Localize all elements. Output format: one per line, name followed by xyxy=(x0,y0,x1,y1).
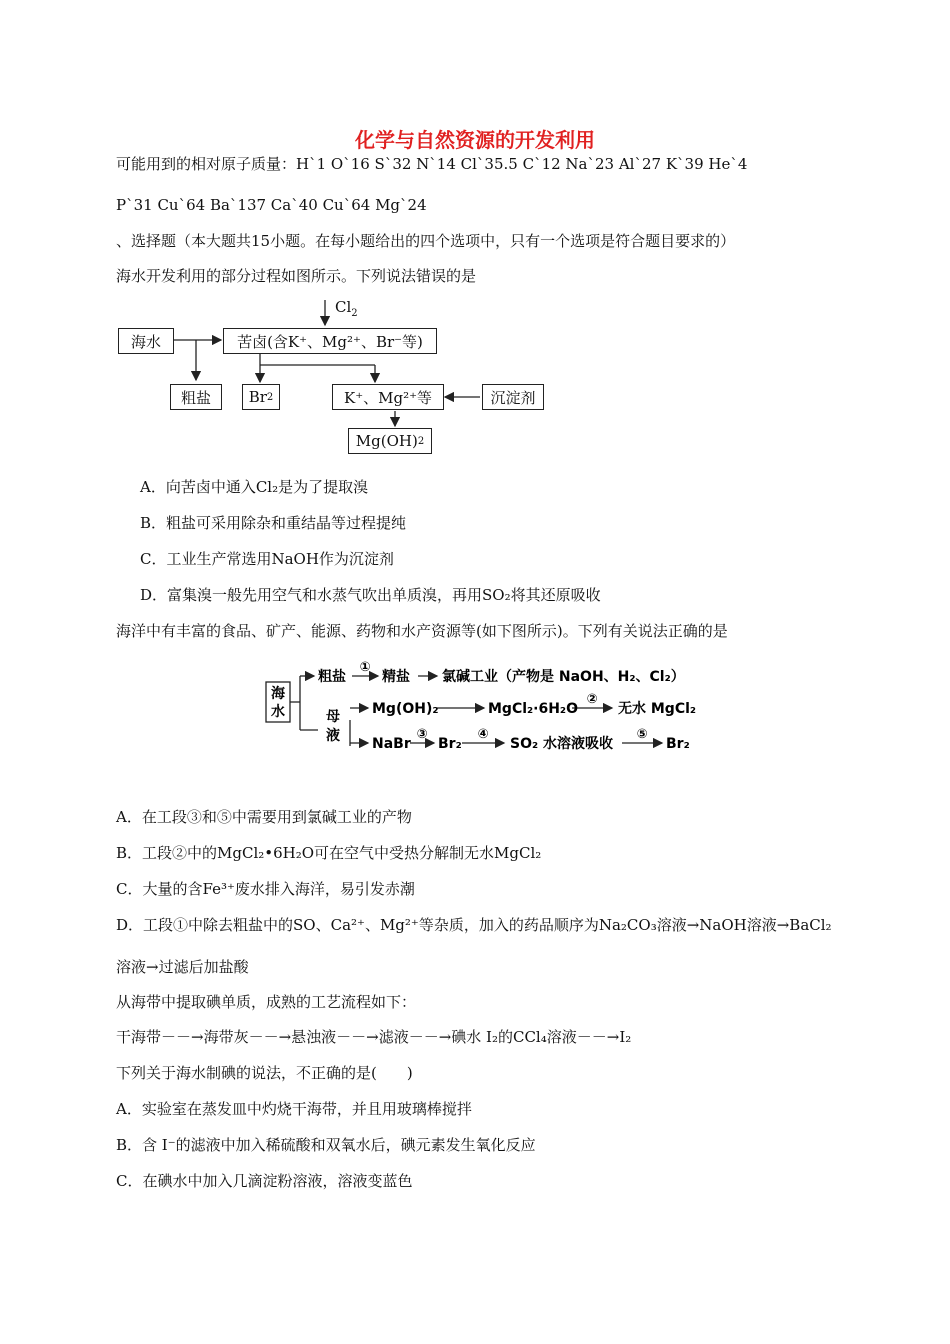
atomic-masses-line2: P`31 Cu`64 Ba`137 Ca`40 Cu`64 Mg`24 xyxy=(116,196,427,214)
q1-option-d: D．富集溴一般先用空气和水蒸气吹出单质溴，再用SO₂将其还原吸收 xyxy=(140,586,601,604)
q2-stem: 海洋中有丰富的食品、矿产、能源、药物和水产资源等(如下图所示)。下列有关说法正确的是 xyxy=(116,622,728,640)
box-bittern: 苦卤(含K⁺、Mg²⁺、Br⁻等) xyxy=(223,328,437,354)
q1-diagram-arrows xyxy=(110,295,560,465)
q2-crude-salt: 粗盐 xyxy=(318,669,346,685)
cl2-label: $Cl_2$ xyxy=(335,298,358,319)
q3-option-b: B．含 I⁻的滤液中加入稀硫酸和双氧水后，碘元素发生氧化反应 xyxy=(116,1136,536,1154)
q2-option-a: A．在工段③和⑤中需要用到氯碱工业的产物 xyxy=(116,808,412,826)
q2-option-d-line2: 溶液→过滤后加盐酸 xyxy=(116,958,249,976)
q2-step2: ② xyxy=(586,692,598,707)
q3-option-c: C．在碘水中加入几滴淀粉溶液，溶液变蓝色 xyxy=(116,1172,413,1190)
page-title: 化学与自然资源的开发利用 xyxy=(355,128,595,152)
q2-seawater-2: 水 xyxy=(271,704,285,720)
q1-option-a: A．向苦卤中通入Cl₂是为了提取溴 xyxy=(140,478,369,496)
q2-seawater-1: 海 xyxy=(271,686,285,702)
q2-flow-diagram xyxy=(262,660,712,760)
q2-mother-2: 液 xyxy=(326,728,340,744)
q1-option-b: B．粗盐可采用除杂和重结晶等过程提纯 xyxy=(140,514,407,532)
q2-option-d-line1: D．工段①中除去粗盐中的SO、Ca²⁺、Mg²⁺等杂质，加入的药品顺序为Na₂CO₃溶液→NaOH溶液→BaCl₂ xyxy=(116,916,832,934)
box-crude-salt: 粗盐 xyxy=(170,384,222,410)
q2-step3: ③ xyxy=(416,727,428,742)
q2-step5: ⑤ xyxy=(636,727,648,742)
box-precipitant: 沉淀剂 xyxy=(482,384,544,410)
q2-option-c: C．大量的含Fe³⁺废水排入海洋，易引发赤潮 xyxy=(116,880,415,898)
q2-nabr: NaBr xyxy=(372,736,411,752)
q2-mgoh2: Mg(OH)₂ xyxy=(372,701,439,717)
q2-so2-absorb: SO₂ 水溶液吸收 xyxy=(510,736,613,752)
q2-mgcl2-6h2o: MgCl₂·6H₂O xyxy=(488,701,578,717)
q3-flow: 干海带－－→海带灰－－→悬浊液－－→滤液－－→碘水 I₂的CCl₄溶液－－→I₂ xyxy=(116,1028,632,1046)
atomic-masses-line1: 可能用到的相对原子质量：H`1 O`16 S`32 N`14 Cl`35.5 C`12 Na`23 Al`27 K`39 He`4 xyxy=(116,155,748,173)
q3-option-a: A．实验室在蒸发皿中灼烧干海带，并且用玻璃棒搅拌 xyxy=(116,1100,472,1118)
q2-chlor-alkali: 氯碱工业（产物是 NaOH、H₂、Cl₂） xyxy=(442,669,685,685)
q2-mother-1: 母 xyxy=(326,709,340,725)
q2-step4: ④ xyxy=(477,727,489,742)
q1-stem: 海水开发利用的部分过程如图所示。下列说法错误的是 xyxy=(116,267,477,285)
q2-diagram-svg xyxy=(262,660,712,760)
q2-refined-salt: 精盐 xyxy=(382,669,410,685)
q2-br2-b: Br₂ xyxy=(666,736,690,752)
q1-option-c: C．工业生产常选用NaOH作为沉淀剂 xyxy=(140,550,394,568)
q2-step1: ① xyxy=(359,660,371,675)
q2-br2-a: Br₂ xyxy=(438,736,462,752)
box-seawater: 海水 xyxy=(118,328,174,354)
q3-question: 下列关于海水制碘的说法，不正确的是( ) xyxy=(116,1064,413,1082)
q1-flow-diagram xyxy=(110,295,560,465)
box-k-mg: K⁺、Mg²⁺等 xyxy=(332,384,444,410)
box-mgoh2: Mg(OH) 2 xyxy=(348,428,432,454)
q2-option-b: B．工段②中的MgCl₂•6H₂O可在空气中受热分解制无水MgCl₂ xyxy=(116,844,542,862)
q2-anhydrous: 无水 MgCl₂ xyxy=(618,701,697,717)
q3-stem: 从海带中提取碘单质，成熟的工艺流程如下： xyxy=(116,993,417,1011)
section-header: 、选择题（本大题共15小题。在每小题给出的四个选项中，只有一个选项是符合题目要求的） xyxy=(116,232,736,250)
box-br2: Br 2 xyxy=(242,384,280,410)
